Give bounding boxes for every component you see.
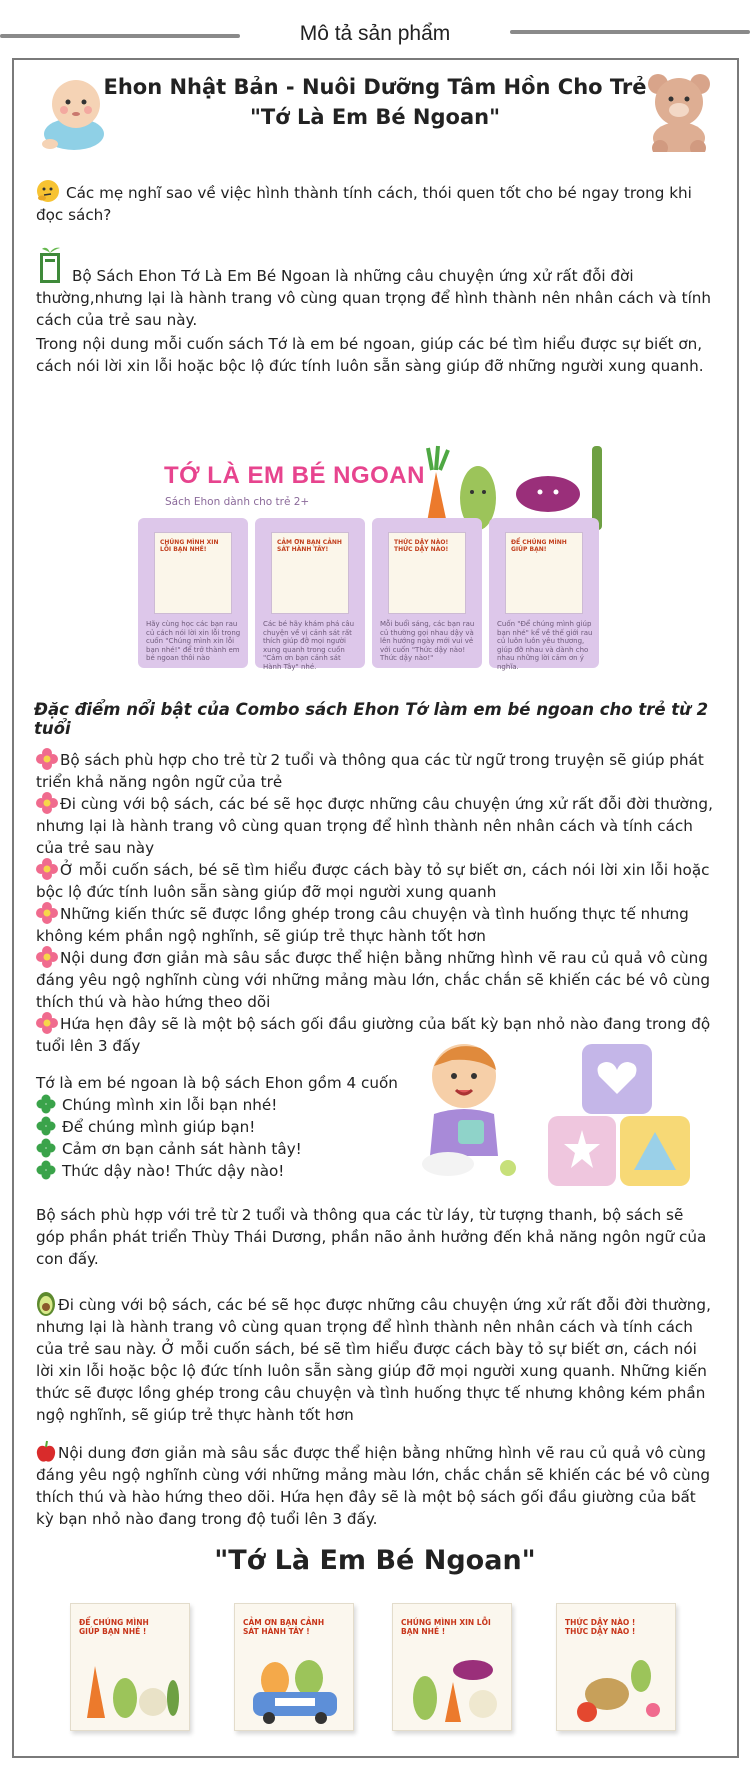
- banner-card-3: [372, 518, 482, 668]
- book-cover-title: CẢM ƠN BẠN CẢNH SÁT HÀNH TÂY !: [243, 1618, 325, 1636]
- header-divider-left: [0, 34, 240, 38]
- clover-icon: [36, 1094, 56, 1114]
- flower-icon: [36, 792, 58, 814]
- feature-text: Nội dung đơn giản mà sâu sắc được thể hiện bằng những hình vẽ rau củ quả vô cùng đáng yêu ngộ nghĩnh cùng với những mảng màu lớn, chắc chắn sẽ khiến các bé vô cùng thích thú và hào hứng theo dõi: [36, 949, 711, 1011]
- book-name: Cảm ơn bạn cảnh sát hành tây!: [62, 1140, 302, 1158]
- header-divider-right: [510, 30, 750, 34]
- intro-title-line1: Ehon Nhật Bản - Nuôi Dưỡng Tâm Hồn Cho Trẻ: [103, 75, 647, 99]
- clover-icon: [36, 1160, 56, 1180]
- feature-text: Bộ sách phù hợp cho trẻ từ 2 tuổi và thông qua các từ ngữ trong truyện sẽ giúp phát triển khả năng ngôn ngữ của trẻ: [36, 751, 704, 791]
- card-book-cover: [388, 532, 466, 614]
- vegetables-illustration: [81, 1662, 181, 1722]
- card-book-title: CHÚNG MÌNH XIN LỖI BẠN NHÉ!: [160, 539, 219, 553]
- description-text-2: Trong nội dung mỗi cuốn sách Tớ là em bé ngoan, giúp các bé tìm hiểu được sự biết ơn, cách nói lời xin lỗi hoặc bộc lộ đức tính luôn sẵn sàng giúp đỡ những người xung quanh.: [36, 335, 704, 375]
- card-text: Cuốn "Để chúng mình giúp bạn nhé" kể về thế giới rau củ luôn luôn yêu thương, giúp đỡ nhau và dành cho nhau những lời cảm ơn ý nghĩa.: [497, 620, 593, 671]
- extra-paragraph-2: [36, 1288, 716, 1426]
- feature-text: Hứa hẹn đây sẽ là một bộ sách gối đầu giường của bất kỳ bạn nhỏ nào đang trong độ tuổi lên 3 đấy: [36, 1015, 711, 1055]
- flower-icon: [36, 902, 58, 924]
- book-cover-1: [70, 1603, 190, 1731]
- feature-text: Những kiến thức sẽ được lồng ghép trong câu chuyện và tình huống thực tế nhưng không kém phần ngộ nghĩnh, sẽ giúp trẻ thực hành tốt hơn: [36, 905, 689, 945]
- book-cover-2: [234, 1603, 354, 1731]
- card-book-cover: [154, 532, 232, 614]
- toddler-illustration: [408, 1036, 518, 1186]
- extra-paragraph-3: [36, 1440, 716, 1530]
- book-cover-title: CHÚNG MÌNH XIN LỖI BẠN NHÉ !: [401, 1618, 491, 1636]
- features-heading: Đặc điểm nổi bật của Combo sách Ehon Tớ làm em bé ngoan cho trẻ từ 2 tuổi: [34, 700, 709, 738]
- vegetables-illustration: [567, 1654, 667, 1724]
- card-text: Hãy cùng học các bạn rau củ cách nói lời xin lỗi trong cuốn "Chúng mình xin lỗi bạn nhé!" để trở thành em bé ngoan thôi nào: [146, 620, 241, 662]
- bottom-title: "Tớ Là Em Bé Ngoan": [214, 1545, 536, 1576]
- banner-card-1: [138, 518, 248, 668]
- card-text: Các bé hãy khám phá câu chuyện về vị cảnh sát rất thích giúp đỡ mọi người xung quanh trong cuốn "Cảm ơn bạn cảnh sát Hành Tây" nhé.: [263, 620, 355, 671]
- intro-description: [36, 245, 716, 331]
- clover-icon: [36, 1138, 56, 1158]
- clover-icon: [36, 1116, 56, 1136]
- card-book-cover: [505, 532, 583, 614]
- books-list-item: [36, 1160, 284, 1182]
- card-book-title: THỨC DẬY NÀO! THỨC DẬY NÀO!: [394, 539, 449, 553]
- extra-paragraph-3-text: Nội dung đơn giản mà sâu sắc được thể hiện bằng những hình vẽ rau củ quả vô cùng đáng yêu ngộ nghĩnh cùng với những mảng màu lớn, chắc chắn sẽ khiến các bé vô cùng thích thú và hào hứng theo dõi. Hứa hẹn đây sẽ là một bộ sách gối đầu giường của bất kỳ bạn nhỏ nào đang trong độ tuổi lên 3 đấy.: [36, 1444, 711, 1528]
- apple-icon: [36, 1440, 56, 1464]
- books-list-item: [36, 1116, 255, 1138]
- flower-icon: [36, 1012, 58, 1034]
- book-cover-4: [556, 1603, 676, 1731]
- avocado-icon: [36, 1288, 56, 1316]
- feature-text: Đi cùng với bộ sách, các bé sẽ học được những câu chuyện ứng xử rất đỗi đời thường, nhưng lại là hành trang vô cùng quan trọng để hình thành nên nhân cách và tính cách của trẻ sau này: [36, 795, 713, 857]
- feature-item: [36, 792, 716, 859]
- thinking-face-icon: [36, 178, 60, 204]
- banner-card-2: [255, 518, 365, 671]
- vegetables-illustration: [403, 1658, 503, 1724]
- feature-item: [36, 946, 716, 1013]
- section-title: Mô tả sản phẩm: [299, 22, 451, 45]
- book-name: Để chúng mình giúp bạn!: [62, 1118, 256, 1136]
- book-cover-title: ĐỂ CHÚNG MÌNH GIÚP BẠN NHÉ !: [79, 1618, 149, 1636]
- books-list-item: [36, 1138, 302, 1160]
- books-list-item: [36, 1094, 277, 1116]
- green-book-icon: [36, 245, 66, 285]
- description-text-1: Bộ Sách Ehon Tớ Là Em Bé Ngoan là những câu chuyện ứng xử rất đỗi đời thường,nhưng lại là hành trang vô cùng quan trọng để hình thành nên nhân cách và tính cách của trẻ sau này.: [36, 267, 712, 329]
- card-book-title: CẢM ƠN BẠN CẢNH SÁT HÀNH TÂY!: [277, 539, 342, 553]
- banner-card-4: [489, 518, 599, 671]
- teddy-bear-icon: [644, 72, 714, 152]
- card-book-cover: [271, 532, 349, 614]
- extra-paragraph-2-text: Đi cùng với bộ sách, các bé sẽ học được những câu chuyện ứng xử rất đỗi đời thường, nhưng lại là hành trang vô cùng quan trọng để hình thành nên nhân cách và tính cách của trẻ sau này. Ở mỗi cuốn sách, bé sẽ tìm hiểu được cách bày tỏ sự biết ơn, cách nói lời xin lỗi hoặc bộc lộ đức tính luôn sẵn sàng giúp đỡ mọi người xung quanh. Những kiến thức sẽ được lồng ghép trong câu chuyện và tình huống thực tế nhưng không kém phần ngộ nghĩnh, sẽ giúp trẻ thực hành tốt hơn: [36, 1296, 711, 1424]
- extra-paragraph-1: Bộ sách phù hợp với trẻ từ 2 tuổi và thông qua các từ láy, từ tượng thanh, bộ sách sẽ góp phần phát triển Thùy Thái Dương, phần não ảnh hưởng đến khả năng ngôn ngữ của con đấy.: [36, 1206, 707, 1268]
- feature-item: [36, 748, 716, 793]
- feature-item: [36, 902, 716, 947]
- book-name: Thức dậy nào! Thức dậy nào!: [62, 1162, 285, 1180]
- book-cover-title: THỨC DẬY NÀO ! THỨC DẬY NÀO !: [565, 1618, 636, 1636]
- flower-icon: [36, 748, 58, 770]
- card-text: Mỗi buổi sáng, các bạn rau củ thường gọi nhau dậy và lên hướng ngày mới vui vẻ với cuốn "Thức dậy nào! Thức dậy nào!": [380, 620, 475, 662]
- police-car-illustration: [245, 1658, 345, 1724]
- books-list-intro: Tớ là em bé ngoan là bộ sách Ehon gồm 4 cuốn: [36, 1074, 398, 1092]
- product-banner: [138, 438, 608, 670]
- feature-text: Ở mỗi cuốn sách, bé sẽ tìm hiểu được cách bày tỏ sự biết ơn, cách nói lời xin lỗi hoặc bộc lộ đức tính luôn sẵn sàng giúp đỡ mọi người xung quanh: [36, 861, 710, 901]
- intro-question: [36, 178, 716, 226]
- book-cover-3: [392, 1603, 512, 1731]
- intro-title-line2: "Tớ Là Em Bé Ngoan": [249, 105, 501, 129]
- card-book-title: ĐỂ CHÚNG MÌNH GIÚP BẠN!: [511, 539, 567, 553]
- question-text: Các mẹ nghĩ sao về việc hình thành tính cách, thói quen tốt cho bé ngay trong khi đọc sách?: [36, 184, 692, 224]
- flower-icon: [36, 946, 58, 968]
- toy-blocks-illustration: [544, 1040, 694, 1190]
- banner-subtitle: Sách Ehon dành cho trẻ 2+: [165, 496, 310, 508]
- flower-icon: [36, 858, 58, 880]
- feature-item: [36, 858, 716, 903]
- banner-title: TỚ LÀ EM BÉ NGOAN: [164, 462, 425, 489]
- book-name: Chúng mình xin lỗi bạn nhé!: [62, 1096, 278, 1114]
